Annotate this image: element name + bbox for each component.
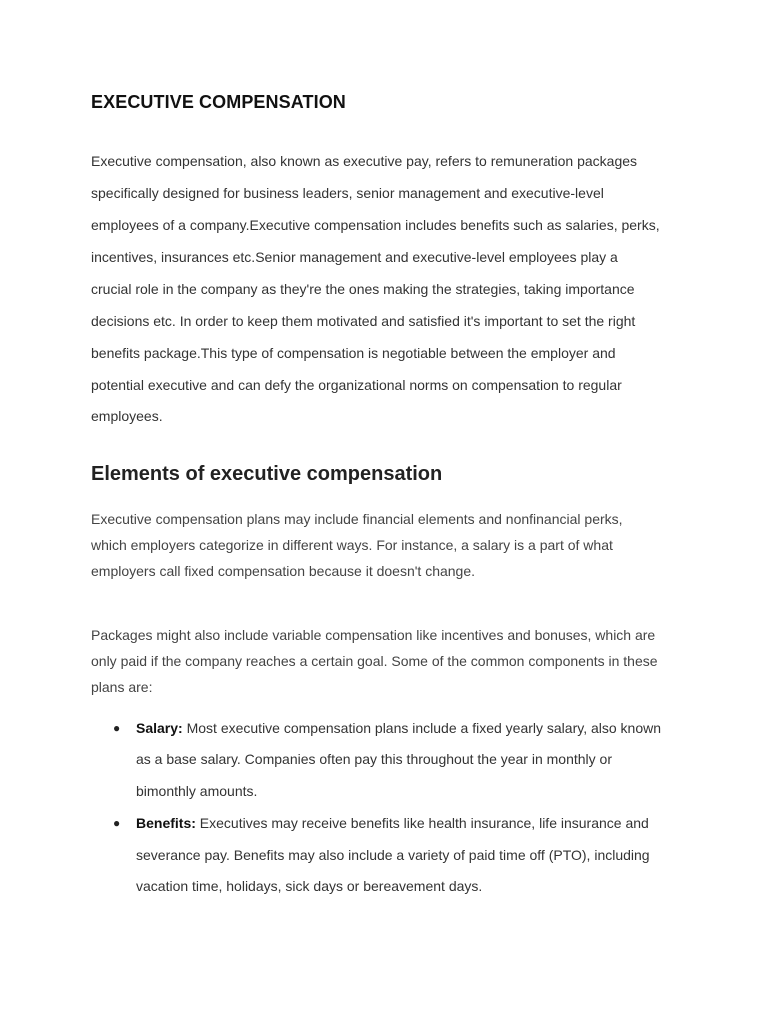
bullet-line: severance pay. Benefits may also include a variety of paid time off (PTO), including bbox=[136, 847, 650, 863]
bullet-text: Executives may receive benefits like health insurance, life insurance and bbox=[195, 815, 649, 831]
section-heading: Elements of executive compensation bbox=[91, 463, 443, 485]
bullet-marker: ● bbox=[113, 721, 121, 735]
bullet-line: as a base salary. Companies often pay this throughout the year in monthly or bbox=[136, 751, 613, 767]
intro-line: employees of a company.Executive compensation includes benefits such as salaries, perks, bbox=[91, 217, 660, 233]
paragraph-line: plans are: bbox=[91, 679, 153, 695]
bullet-text: Most executive compensation plans include a fixed yearly salary, also known bbox=[182, 720, 662, 736]
paragraph-line: Executive compensation plans may include financial elements and nonfinancial perks, bbox=[91, 511, 623, 527]
bullet-marker: ● bbox=[113, 816, 121, 830]
intro-line: employees. bbox=[91, 408, 163, 424]
paragraph-line: employers call fixed compensation because it doesn't change. bbox=[91, 563, 476, 579]
paragraph-line: which employers categorize in different ways. For instance, a salary is a part of what bbox=[91, 537, 613, 553]
paragraph-line: only paid if the company reaches a certain goal. Some of the common components in these bbox=[91, 653, 658, 669]
intro-line: crucial role in the company as they're the ones making the strategies, taking importance bbox=[91, 281, 635, 297]
intro-line: decisions etc. In order to keep them motivated and satisfied it's important to set the right bbox=[91, 313, 636, 329]
intro-line: Executive compensation, also known as executive pay, refers to remuneration packages bbox=[91, 153, 638, 169]
bullet-line: vacation time, holidays, sick days or bereavement days. bbox=[136, 878, 483, 894]
intro-line: specifically designed for business leaders, senior management and executive-level bbox=[91, 185, 604, 201]
bullet-line: bimonthly amounts. bbox=[136, 783, 258, 799]
paragraph-line: Packages might also include variable compensation like incentives and bonuses, which are bbox=[91, 627, 656, 643]
bullet-line bbox=[136, 813, 649, 833]
intro-line: potential executive and can defy the organizational norms on compensation to regular bbox=[91, 377, 622, 393]
bullet-term: Salary: bbox=[136, 720, 183, 736]
bullet-line bbox=[136, 718, 661, 738]
intro-line: incentives, insurances etc.Senior management and executive-level employees play a bbox=[91, 249, 618, 265]
intro-line: benefits package.This type of compensation is negotiable between the employer and bbox=[91, 345, 616, 361]
bullet-term: Benefits: bbox=[136, 815, 196, 831]
document-title: EXECUTIVE COMPENSATION bbox=[91, 92, 346, 112]
